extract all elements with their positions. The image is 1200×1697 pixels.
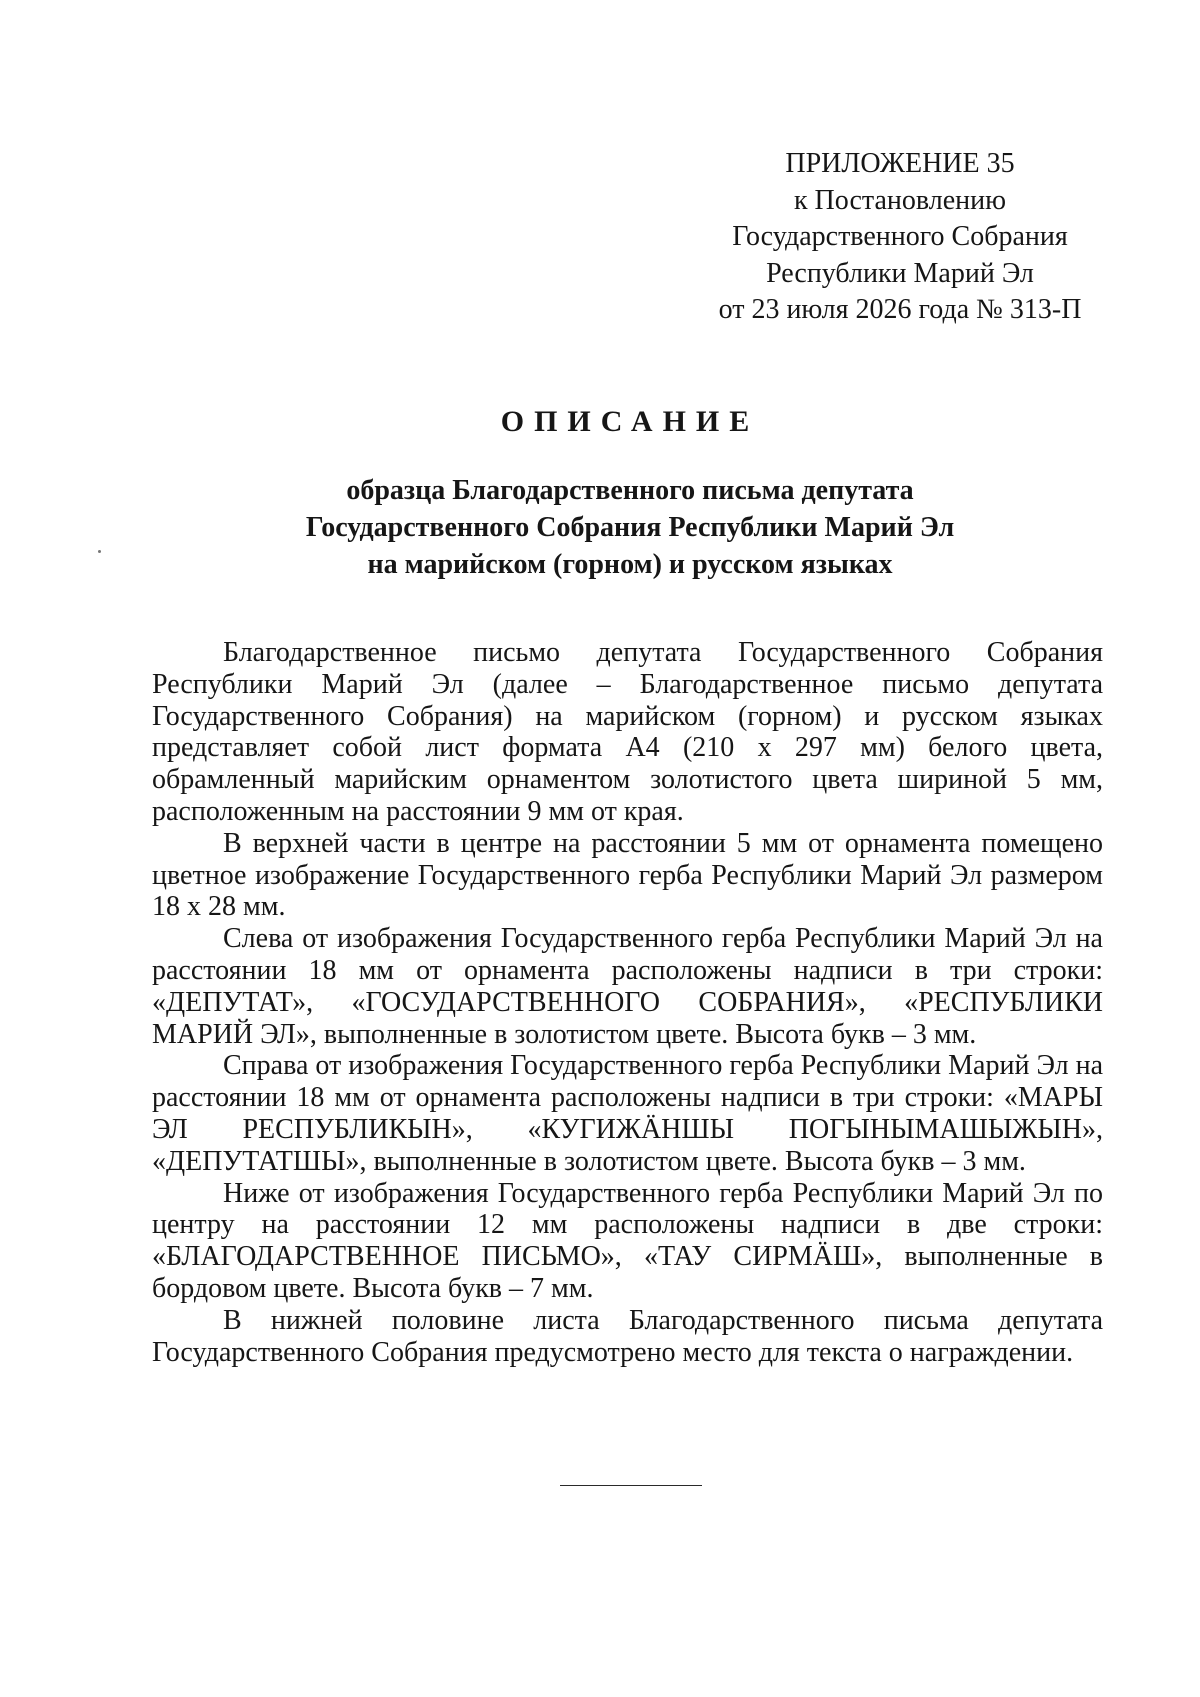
appendix-block bbox=[700, 146, 1100, 329]
body-paragraph: Слева от изображения Государственного герба Республики Марий Эл на расстоянии 18 мм от орнамента расположены надписи в три строки: «ДЕПУТАТ», «ГОСУДАРСТВЕННОГО СОБРАНИЯ», «РЕСПУБЛИКИ МАРИЙ ЭЛ», выполненные в золотистом цвете. Высота букв – 3 мм. bbox=[152, 923, 1103, 1050]
document-subtitle bbox=[150, 472, 1110, 583]
document-title: ОПИСАНИЕ bbox=[500, 405, 760, 438]
appendix-issuer: Государственного Собрания bbox=[732, 221, 1068, 252]
body-paragraph: Справа от изображения Государственного герба Республики Марий Эл на расстоянии 18 мм от орнамента расположены надписи в три строки: «МАРЫ ЭЛ РЕСПУБЛИКЫН», «КУГИЖӒНШЫ ПОГЫНЫМАШЫЖЫН», «ДЕПУТАТШЫ», выполненные в золотистом цвете. Высота букв – 3 мм. bbox=[152, 1050, 1103, 1177]
document-body bbox=[152, 637, 1103, 1368]
body-paragraph: В верхней части в центре на расстоянии 5 мм от орнамента помещено цветное изображение Государственного герба Республики Марий Эл размером 18 х 28 мм. bbox=[152, 827, 1103, 923]
subtitle-line: образца Благодарственного письма депутата bbox=[346, 475, 914, 506]
body-paragraph: В нижней половине листа Благодарственного письма депутата Государственного Собрания предусмотрено место для текста о награждении. bbox=[152, 1304, 1103, 1368]
appendix-republic: Республики Марий Эл bbox=[766, 257, 1034, 289]
end-of-document-rule bbox=[560, 1485, 702, 1486]
subtitle-line: Государственного Собрания Республики Марий Эл bbox=[305, 512, 955, 543]
appendix-reference: к Постановлению bbox=[793, 184, 1007, 216]
scan-speck bbox=[98, 550, 101, 553]
body-paragraph: Ниже от изображения Государственного герба Республики Марий Эл по центру на расстоянии 12 мм расположены надписи в две строки: «БЛАГОДАРСТВЕННОЕ ПИСЬМО», «ТАУ СИРМӒШ», выполненные в бордовом цвете. Высота букв – 7 мм. bbox=[152, 1177, 1103, 1304]
body-paragraph: Благодарственное письмо депутата Государственного Собрания Республики Марий Эл (далее – Благодарственное письмо депутата Государственного Собрания) на марийском (горном) и русском языках представляет собой лист формата А4 (210 х 297 мм) белого цвета, обрамленный марийским орнаментом золотистого цвета шириной 5 мм, расположенным на расстоянии 9 мм от края. bbox=[152, 637, 1103, 827]
subtitle-line: на марийском (горном) и русском языках bbox=[367, 549, 893, 580]
appendix-date-number: от 23 июля 2026 года № 313-П bbox=[718, 294, 1082, 325]
appendix-number: ПРИЛОЖЕНИЕ 35 bbox=[785, 148, 1015, 179]
